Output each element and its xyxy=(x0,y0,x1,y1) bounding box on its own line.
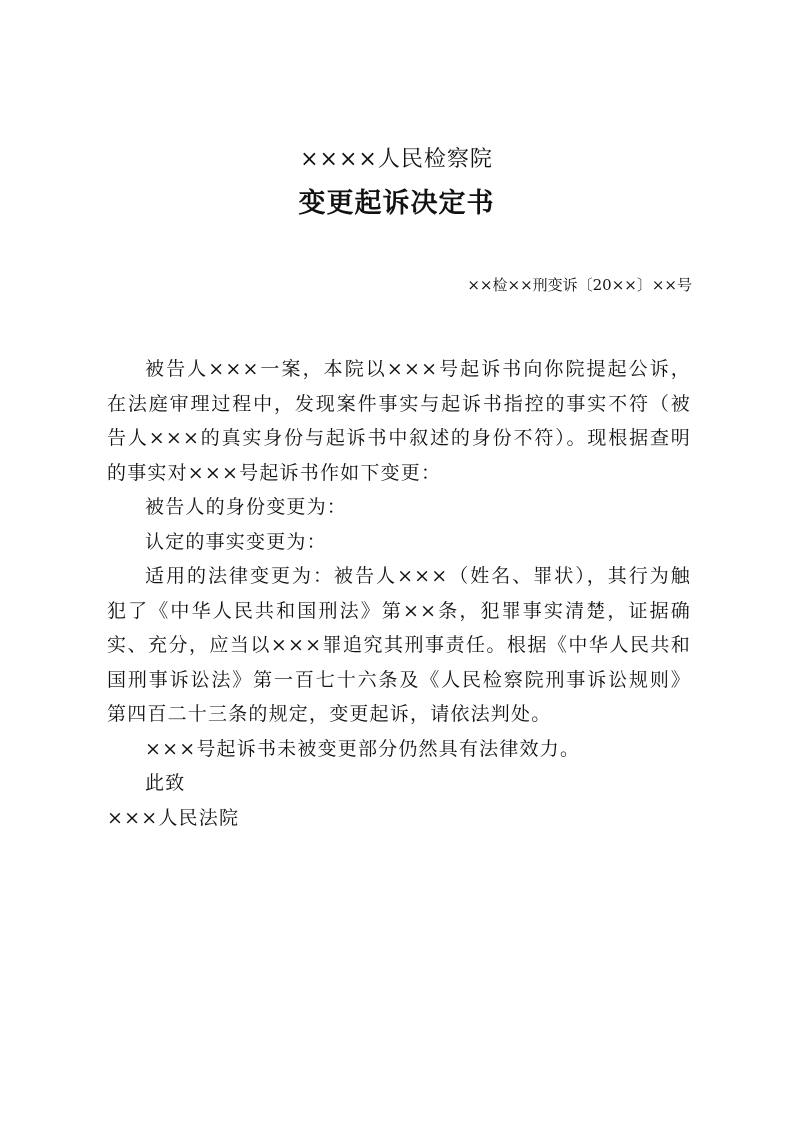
recipient-court: ×××人民法院 xyxy=(107,806,240,829)
document-body xyxy=(107,352,691,835)
document-number: ××检××刑变诉〔20××〕××号 xyxy=(467,276,692,294)
organization-title: ××××人民检察院 xyxy=(300,147,493,172)
paragraph-fact-change: 认定的事实变更为： xyxy=(145,530,327,553)
document-title: 变更起诉决定书 xyxy=(298,188,495,219)
paragraph-law-change: 适用的法律变更为：被告人×××（姓名、罪状），其行为触犯了《中华人民共和国刑法》第××条，犯罪事实清楚，证据确实、充分，应当以×××罪追究其刑事责任。根据《中华人民共和国刑事诉讼法》第一百七十六条及《人民检察院刑事诉讼规则》第四百二十三条的规定，变更起诉，请依法判处。 xyxy=(107,565,691,725)
paragraph-case-intro: 被告人×××一案，本院以×××号起诉书向你院提起公诉，在法庭审理过程中，发现案件事实与起诉书指控的事实不符（被告人×××的真实身份与起诉书中叙述的身份不符）。现根据查明的事实对×××号起诉书作如下变更： xyxy=(107,358,691,484)
paragraph-salutation: 此致 xyxy=(145,772,186,794)
paragraph-identity-change: 被告人的身份变更为： xyxy=(145,496,348,518)
paragraph-remaining-validity: ×××号起诉书未被变更部分仍然具有法律效力。 xyxy=(145,737,581,760)
